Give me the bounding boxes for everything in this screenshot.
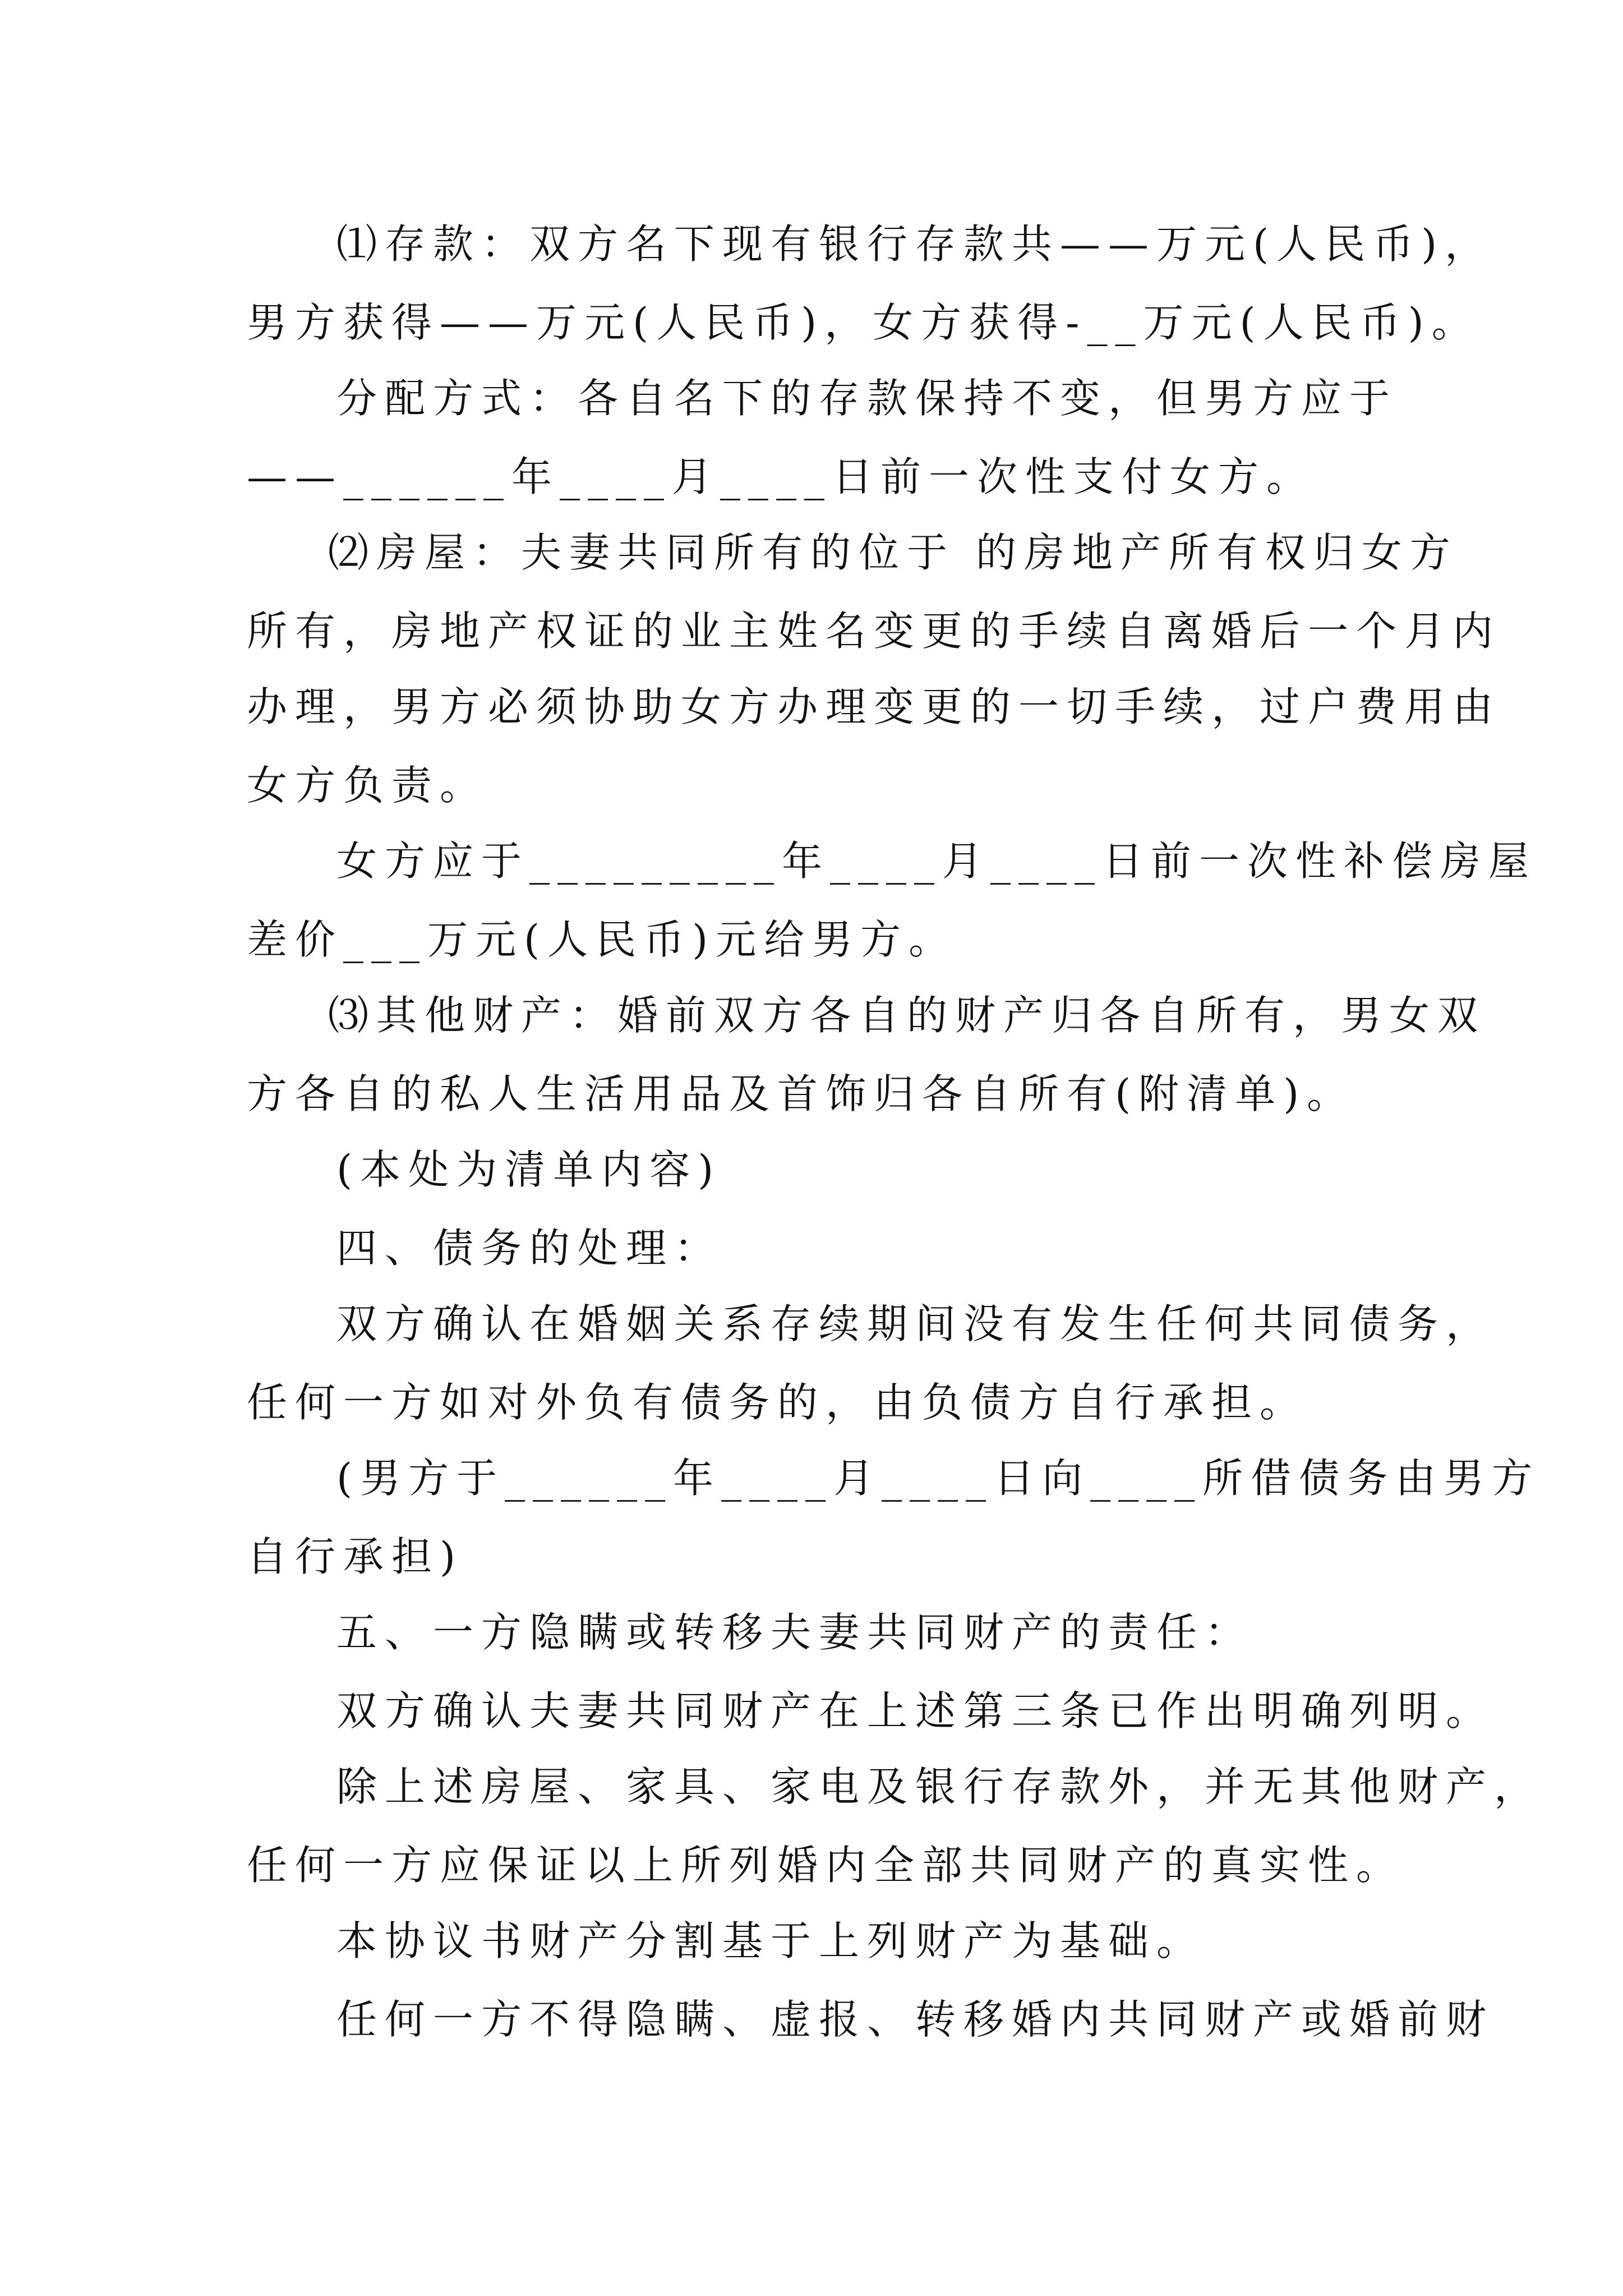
text-line: 女方应于_________年____月____日前一次性补偿房屋	[336, 838, 1537, 885]
text-line: 双方确认在婚姻关系存续期间没有发生任何共同债务，	[336, 1300, 1495, 1347]
text-line: 任何一方不得隐瞒、虚报、转移婚内共同财产或婚前财	[336, 1996, 1495, 2043]
section-heading: 五、一方隐瞒或转移夫妻共同财产的责任：	[336, 1609, 1253, 1656]
text-line: 自行承担)	[247, 1533, 464, 1580]
text-line: 本协议书财产分割基于上列财产为基础。	[336, 1917, 1205, 1964]
text-line: 除上述房屋、家具、家电及银行存款外，并无其他财产，	[336, 1763, 1543, 1810]
text-line: 任何一方如对外负有债务的，由负债方自行承担。	[247, 1379, 1308, 1426]
text-line: 办理，男方必须协助女方办理变更的一切手续，过户费用由	[247, 683, 1501, 730]
text-line: ⑴存款：双方名下现有银行存款共——万元(人民币)，	[336, 220, 1493, 268]
text-line: ⑶其他财产：婚前双方各自的财产归各自所有，男女双	[328, 992, 1486, 1039]
text-line: (本处为清单内容)	[336, 1146, 722, 1193]
text-line: 方各自的私人生活用品及首饰归各自所有(附清单)。	[247, 1070, 1355, 1117]
text-line: 任何一方应保证以上所列婚内全部共同财产的真实性。	[247, 1842, 1405, 1889]
text-line: ⑵房屋：夫妻共同所有的位于 的房地产所有权归女方	[328, 529, 1458, 576]
text-line: ——______年____月____日前一次性支付女方。	[247, 453, 1315, 500]
text-line: (男方于______年____月____日向____所借债务由男方	[336, 1455, 1541, 1502]
text-line: 女方负责。	[247, 762, 488, 809]
section-heading: 四、债务的处理：	[336, 1225, 723, 1272]
text-line: 差价___万元(人民币)元给男方。	[247, 916, 957, 963]
text-line: 男方获得——万元(人民币)，女方获得-__万元(人民币)。	[247, 299, 1480, 346]
text-line: 分配方式：各自名下的存款保持不变，但男方应于	[336, 375, 1398, 422]
text-line: 所有，房地产权证的业主姓名变更的手续自离婚后一个月内	[247, 608, 1501, 655]
text-line: 双方确认夫妻共同财产在上述第三条已作出明确列明。	[336, 1687, 1495, 1734]
